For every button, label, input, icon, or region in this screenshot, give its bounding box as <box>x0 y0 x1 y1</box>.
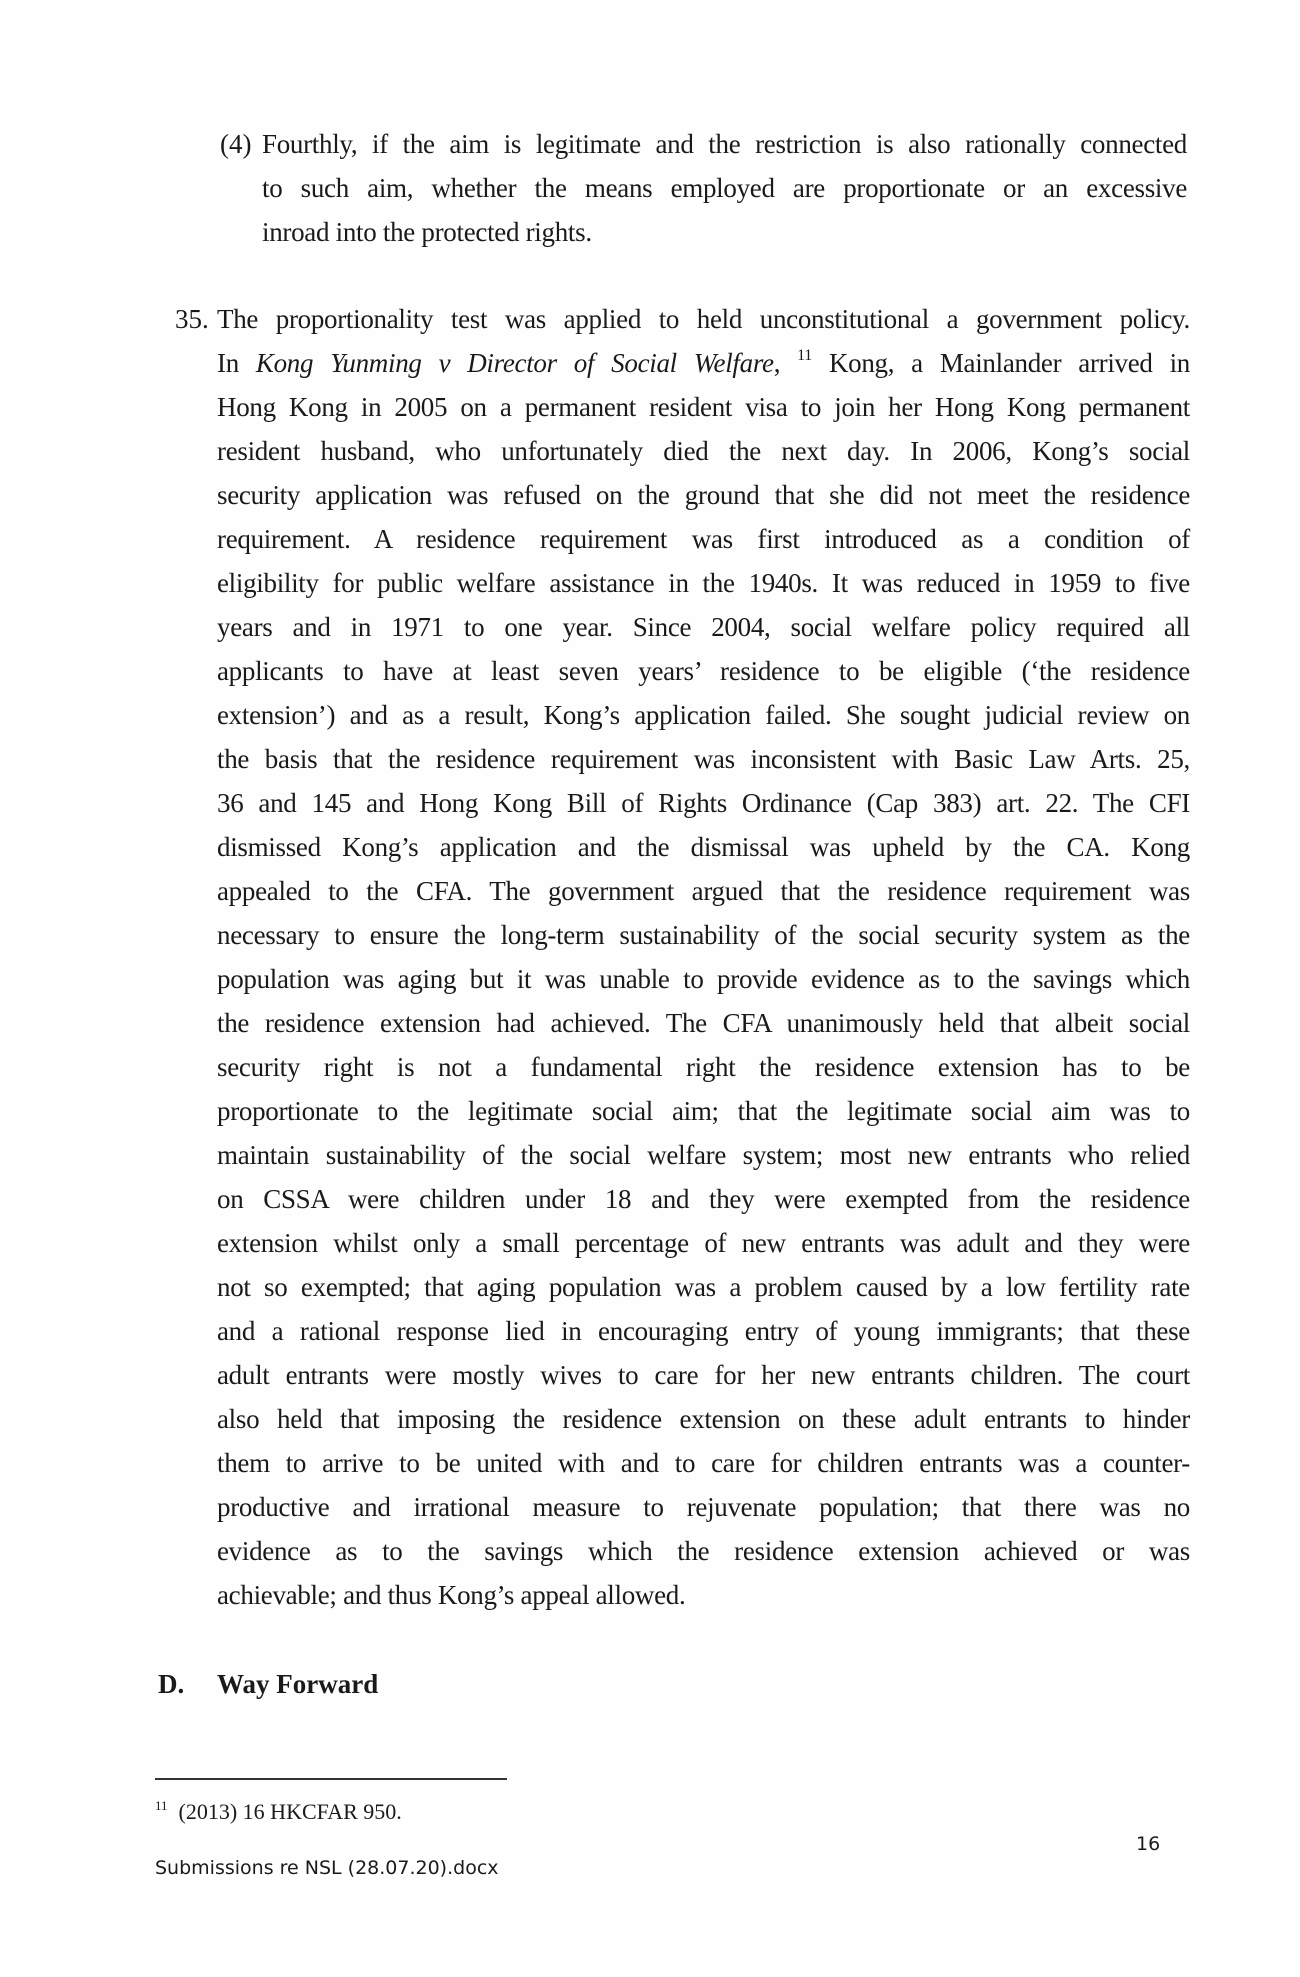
footer-filename: Submissions re NSL (28.07.20).docx <box>155 1857 499 1879</box>
paragraph-number: (4) <box>220 129 252 159</box>
paragraph-line: 36 and 145 and Hong Kong Bill of Rights Ordinance (Cap 383) art. 22. The CFI <box>217 788 1190 818</box>
comma: , <box>773 348 781 378</box>
paragraph-line: the basis that the residence requirement was inconsistent with Basic Law Arts. 25, <box>217 744 1190 774</box>
paragraph-line: productive and irrational measure to rejuvenate population; that there was no <box>217 1492 1190 1522</box>
paragraph-number: 35. <box>175 304 209 334</box>
text-prefix: In <box>217 348 256 378</box>
paragraph-line: the residence extension had achieved. The CFA unanimously held that albeit social <box>217 1008 1190 1038</box>
paragraph-line: security right is not a fundamental right the residence extension has to be <box>217 1052 1190 1082</box>
paragraph-line: appealed to the CFA. The government argued that the residence requirement was <box>217 876 1190 906</box>
paragraph-line: Fourthly, if the aim is legitimate and the restriction is also rationally connected <box>262 129 1187 159</box>
paragraph-line: and a rational response lied in encouraging entry of young immigrants; that these <box>217 1316 1190 1346</box>
paragraph-line: Hong Kong in 2005 on a permanent resident visa to join her Hong Kong permanent <box>217 392 1190 422</box>
footnote <box>155 1798 402 1826</box>
footnote-marker: 11 <box>155 1798 168 1813</box>
paragraph-line: extension’) and as a result, Kong’s application failed. She sought judicial review on <box>217 700 1190 730</box>
footnote-text: (2013) 16 HKCFAR 950. <box>178 1799 402 1824</box>
paragraph-line: necessary to ensure the long-term sustainability of the social security system as the <box>217 920 1190 950</box>
section-title: Way Forward <box>217 1669 379 1699</box>
footnote-reference[interactable]: 11 <box>797 347 812 364</box>
paragraph-line: maintain sustainability of the social welfare system; most new entrants who relied <box>217 1140 1190 1170</box>
paragraph-line: dismissed Kong’s application and the dismissal was upheld by the CA. Kong <box>217 832 1190 862</box>
footnote-separator <box>155 1778 507 1780</box>
page-number: 16 <box>1136 1833 1161 1855</box>
paragraph-line: inroad into the protected rights. <box>262 217 592 247</box>
paragraph-line: extension whilst only a small percentage of new entrants was adult and they were <box>217 1228 1190 1258</box>
section-letter: D. <box>158 1669 185 1699</box>
paragraph-line: years and in 1971 to one year. Since 2004, social welfare policy required all <box>217 612 1190 642</box>
text-suffix: Kong, a Mainlander arrived in <box>828 348 1190 378</box>
paragraph-line: security application was refused on the ground that she did not meet the residence <box>217 480 1190 510</box>
paragraph-line: proportionate to the legitimate social aim; that the legitimate social aim was to <box>217 1096 1190 1126</box>
paragraph-line: evidence as to the savings which the residence extension achieved or was <box>217 1536 1190 1566</box>
paragraph-line: to such aim, whether the means employed are proportionate or an excessive <box>262 173 1187 203</box>
paragraph-line: applicants to have at least seven years’ residence to be eligible (‘the residence <box>217 656 1190 686</box>
paragraph-line: requirement. A residence requirement was first introduced as a condition of <box>217 524 1190 554</box>
paragraph-line: population was aging but it was unable to provide evidence as to the savings which <box>217 964 1190 994</box>
paragraph-line: adult entrants were mostly wives to care for her new entrants children. The court <box>217 1360 1190 1390</box>
paragraph-line-with-citation <box>217 347 1190 379</box>
paragraph-line: on CSSA were children under 18 and they were exempted from the residence <box>217 1184 1190 1214</box>
case-name: Kong Yunming v Director of Social Welfare <box>255 348 774 378</box>
paragraph-line: resident husband, who unfortunately died the next day. In 2006, Kong’s social <box>217 436 1190 466</box>
paragraph-line: achievable; and thus Kong’s appeal allowed. <box>217 1580 686 1610</box>
paragraph-line: also held that imposing the residence extension on these adult entrants to hinder <box>217 1404 1190 1434</box>
paragraph-line: The proportionality test was applied to held unconstitutional a government policy. <box>217 304 1190 334</box>
paragraph-line: not so exempted; that aging population was a problem caused by a low fertility rate <box>217 1272 1190 1302</box>
paragraph-line: them to arrive to be united with and to care for children entrants was a counter- <box>217 1448 1190 1478</box>
paragraph-line: eligibility for public welfare assistance in the 1940s. It was reduced in 1959 to five <box>217 568 1190 598</box>
